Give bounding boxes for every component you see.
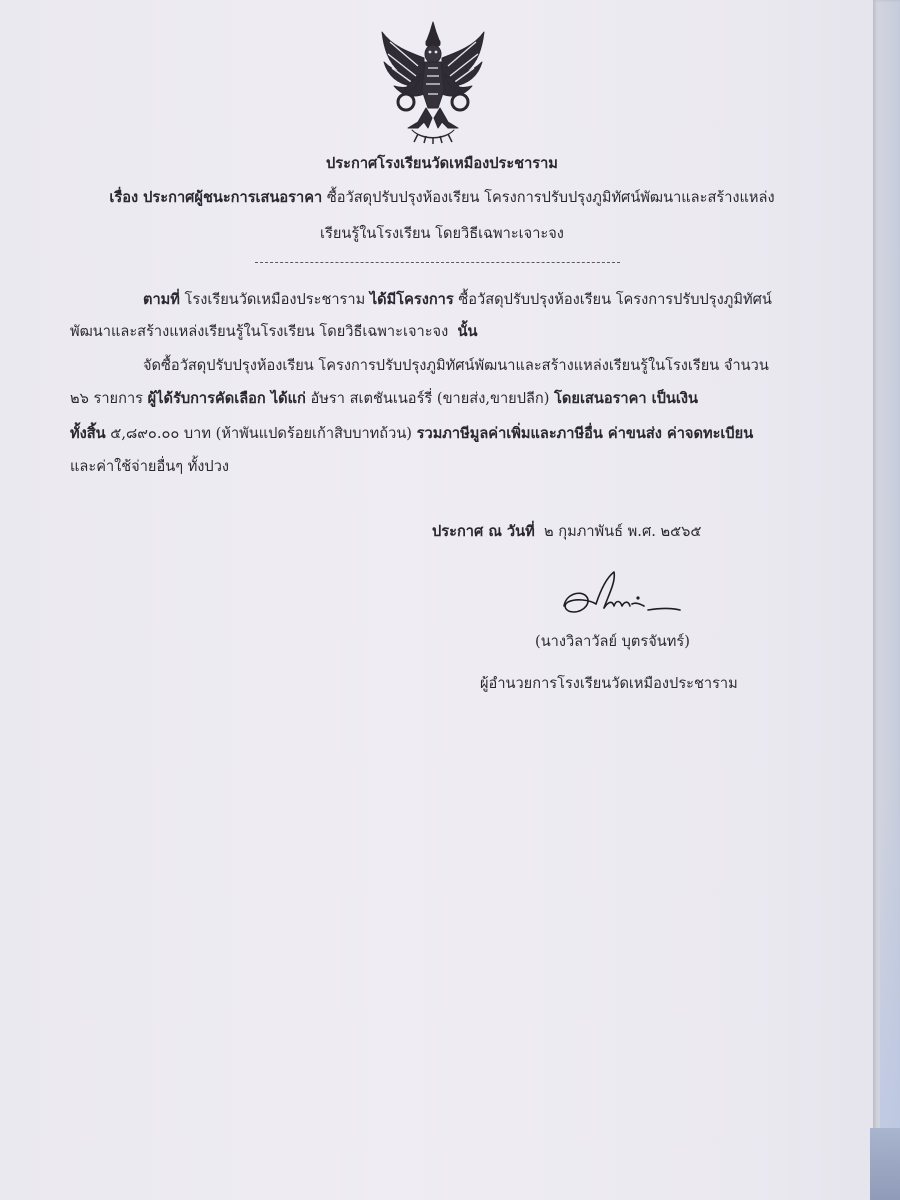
p2-selected-label: ผู้ได้รับการคัดเลือก ได้แก่ xyxy=(147,390,306,407)
paragraph-1-line-1 xyxy=(143,290,772,310)
signer-name: (นางวิลาวัลย์ บุตรจันทร์) xyxy=(535,633,690,650)
subject-label: เรื่อง ประกาศผู้ชนะการเสนอราคา xyxy=(109,189,323,206)
paragraph-2-line-1: จัดซื้อวัสดุปรับปรุงห้องเรียน โครงการปรับปรุงภูมิทัศน์พัฒนาและสร้างแหล่งเรียนรู้ในโรงเรียน จำนวน xyxy=(143,357,769,374)
p1-project: ซื้อวัสดุปรับปรุงห้องเรียน โครงการปรับปรุงภูมิทัศน์ xyxy=(453,291,772,308)
announce-date-line xyxy=(432,522,701,542)
announce-date: ๒ กุมภาพันธ์ พ.ศ. ๒๕๖๕ xyxy=(544,523,702,540)
p1-school: โรงเรียนวัดเหมืองประชาราม xyxy=(179,291,370,308)
paragraph-2-line-4: และค่าใช้จ่ายอื่นๆ ทั้งปวง xyxy=(70,458,230,475)
p2-vendor: อัษรา สเตชันเนอร์รี่ (ขายส่ง,ขายปลีก) xyxy=(305,390,555,407)
p2-items: ๒๖ รายการ xyxy=(70,390,148,407)
p2-inclusive-note: รวมภาษีมูลค่าเพิ่มและภาษีอื่น ค่าขนส่ง ค่าจดทะเบียน xyxy=(416,425,754,442)
paragraph-2-line-2 xyxy=(70,389,698,409)
p1-project-label: ได้มีโครงการ xyxy=(369,291,454,308)
paragraph-1-line-2 xyxy=(70,322,477,342)
p1-lead: ตามที่ xyxy=(143,291,180,308)
announce-label: ประกาศ ณ วันที่ xyxy=(432,523,535,540)
background-surface xyxy=(870,1128,900,1200)
background-tint xyxy=(880,800,900,1130)
signer-title: ผู้อำนวยการโรงเรียนวัดเหมืองประชาราม xyxy=(480,675,738,692)
p2-amount: ๕,๘๙๐.๐๐ บาท (ห้าพันแปดร้อยเก้าสิบบาทถ้วน) xyxy=(105,425,417,442)
p1-project-cont: พัฒนาและสร้างแหล่งเรียนรู้ในโรงเรียน โดยวิธีเฉพาะเจาะจง xyxy=(70,323,449,340)
document-title: ประกาศโรงเรียนวัดเหมืองประชาราม xyxy=(326,155,558,172)
garuda-emblem-icon xyxy=(378,18,488,144)
divider-line xyxy=(255,262,620,263)
subject-text: ซื้อวัสดุปรับปรุงห้องเรียน โครงการปรับปรุงภูมิทัศน์พัฒนาและสร้างแหล่ง xyxy=(326,189,775,206)
p2-total-label: ทั้งสิ้น xyxy=(70,425,106,442)
subject-line-2: เรียนรู้ในโรงเรียน โดยวิธีเฉพาะเจาะจง xyxy=(320,225,564,242)
paragraph-2-line-3 xyxy=(70,424,753,444)
subject-line-1 xyxy=(0,188,884,208)
handwritten-signature xyxy=(556,566,686,628)
p2-price-label: โดยเสนอราคา เป็นเงิน xyxy=(554,390,698,407)
p1-end: นั้น xyxy=(457,323,478,340)
